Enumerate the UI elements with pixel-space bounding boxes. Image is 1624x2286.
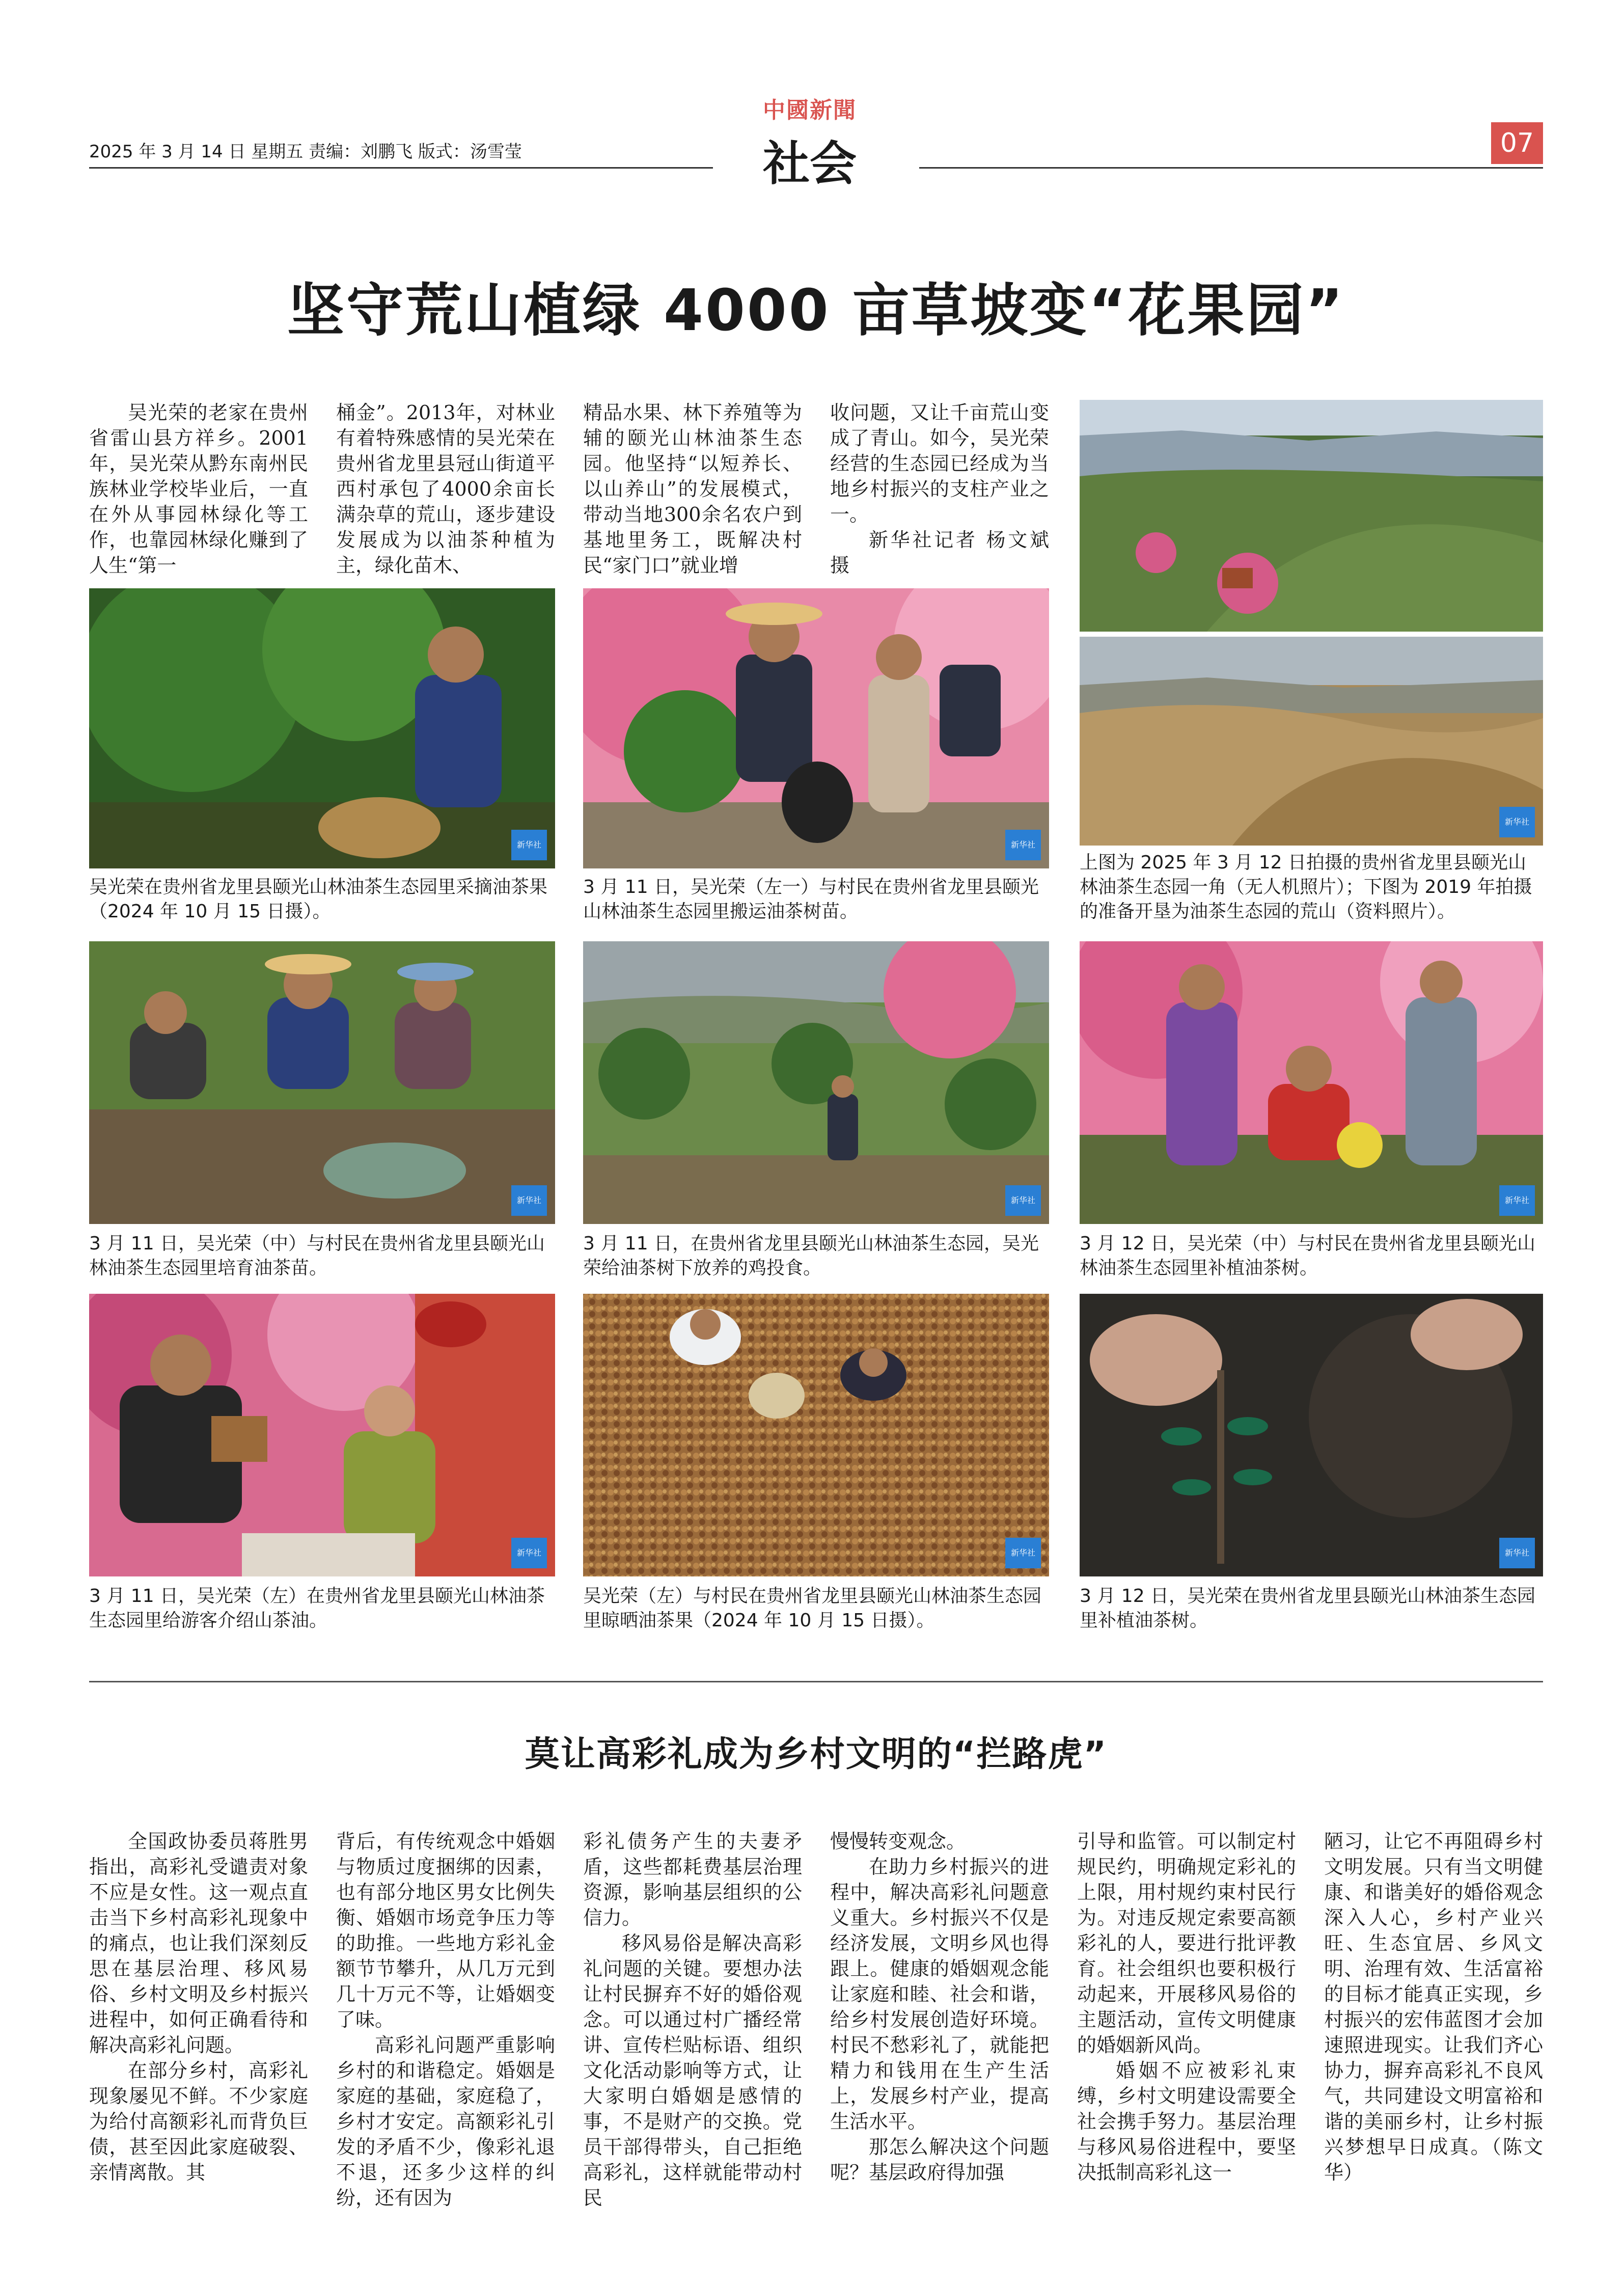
article2-column-2 xyxy=(336,1829,555,2211)
photo-nurturing-seedlings xyxy=(89,941,555,1224)
article2-paragraph: 彩礼债务产生的夫妻矛盾，这些都耗费基层治理资源，影响基层组织的公信力。 xyxy=(583,1830,802,1929)
photo-drying-fruit xyxy=(583,1294,1049,1576)
article2-paragraph: 婚姻不应被彩礼束缚，乡村文明建设需要全社会携手努力。基层治理与移风易俗进程中，要坚决抵制高彩礼这一 xyxy=(1077,2059,1296,2184)
watermark: 新华社 xyxy=(511,1538,547,1568)
watermark: 新华社 xyxy=(1005,1538,1041,1568)
article1-headline: 坚守荒山植绿 4000 亩草坡变“花果园” xyxy=(287,278,1345,344)
photo-aerial-garden-2025 xyxy=(1080,400,1543,632)
article2-paragraph: 慢慢转变观念。 xyxy=(830,1830,966,1853)
article1-column-2 xyxy=(336,400,555,578)
watermark: 新华社 xyxy=(1005,830,1041,860)
photo-planting-closeup xyxy=(1080,1294,1543,1576)
article-divider xyxy=(89,1681,1543,1682)
article2-paragraph: 陋习，让它不再阻碍乡村文明发展。只有当文明健康、和谐美好的婚俗观念深入人心，乡村产业兴旺、生态宜居、乡风文明、治理有效、生活富裕的目标才能真正实现，乡村振兴的宏伟蓝图才会加速照进现实。让我们齐心协力，摒弃高彩礼不良风气，共同建设文明富裕和谐的美丽乡村，让乡村振兴梦想早日成真。（陈文华） xyxy=(1324,1830,1543,2184)
caption-photo-4: 3 月 11 日，吴光荣（中）与村民在贵州省龙里县颐光山林油茶生态园里培育油茶苗。 xyxy=(89,1233,545,1278)
caption-photo-8: 吴光荣（左）与村民在贵州省龙里县颐光山林油茶生态园里晾晒油茶果（2024 年 10 月 15 日摄）。 xyxy=(583,1586,1042,1631)
article2-column-1 xyxy=(89,1829,308,2185)
caption-photo-9: 3 月 12 日，吴光荣在贵州省龙里县颐光山林油茶生态园里补植油茶树。 xyxy=(1080,1586,1536,1631)
newspaper-logo: 中國新聞 xyxy=(763,97,857,123)
article2-headline: 莫让高彩礼成为乡村文明的“拦路虎” xyxy=(525,1734,1108,1775)
article2-paragraph: 在助力乡村振兴的进程中，解决高彩礼问题意义重大。乡村振兴不仅是经济发展，文明乡风也得跟上。健康的婚姻观念能让家庭和睦、社会和谐，给乡村发展创造好环境。村民不愁彩礼了，就能把精力和钱用在生产生活上，发展乡村产业，提高生活水平。 xyxy=(830,1856,1049,2133)
caption-photo-1: 吴光荣在贵州省龙里县颐光山林油茶生态园里采摘油茶果（2024 年 10 月 15 日摄）。 xyxy=(89,877,548,922)
photo-barren-hill-2019 xyxy=(1080,637,1543,846)
article2-column-5 xyxy=(1077,1829,1296,2185)
article2-paragraph: 在部分乡村，高彩礼现象屡见不鲜。不少家庭为给付高额彩礼而背负巨债，甚至因此家庭破裂、亲情离散。其 xyxy=(89,2059,308,2184)
article2-paragraph: 引导和监管。可以制定村规民约，明确规定彩礼的上限，用村规约束村民行为。对违反规定索要高额彩礼的人，要进行批评教育。社会组织也要积极行动起来，开展移风易俗的主题活动，宣传文明健康的婚姻新风尚。 xyxy=(1077,1830,1296,2056)
article2-paragraph: 背后，有传统观念中婚姻与物质过度捆绑的因素，也有部分地区男女比例失衡、婚姻市场竞争压力等的助推。一些地方彩礼金额节节攀升，从几万元到几十万元不等，让婚姻变了味。 xyxy=(336,1830,555,2031)
article2-column-6 xyxy=(1324,1829,1543,2185)
article1-paragraph: 桶金”。2013年，对林业有着特殊感情的吴光荣在贵州省龙里县冠山街道平西村承包了4000余亩长满杂草的荒山，逐步建设发展成为以油茶种植为主，绿化苗木、 xyxy=(336,401,555,577)
photo-picking-fruit xyxy=(89,588,555,868)
watermark: 新华社 xyxy=(1499,1538,1535,1568)
article1-column-1 xyxy=(89,400,308,578)
photo-replanting-trees xyxy=(1080,941,1543,1224)
photo-carrying-seedlings xyxy=(583,588,1049,868)
watermark: 新华社 xyxy=(1499,1185,1535,1216)
article1-column-4 xyxy=(830,400,1049,578)
article2-paragraph: 高彩礼问题严重影响乡村的和谐稳定。婚姻是家庭的基础，家庭稳了，乡村才安定。高额彩礼引发的矛盾不少，像彩礼退不退，还多少这样的纠纷，还有因为 xyxy=(336,2034,555,2209)
article1-paragraph: 吴光荣的老家在贵州省雷山县方祥乡。2001年，吴光荣从黔东南州民族林业学校毕业后，一直在外从事园林绿化等工作，也靠园林绿化赚到了人生“第一 xyxy=(89,401,308,577)
article1-paragraph: 收问题，又让千亩荒山变成了青山。如今，吴光荣经营的生态园已经成为当地乡村振兴的支柱产业之一。 xyxy=(830,401,1049,526)
section-title: 社会 xyxy=(762,137,857,191)
watermark: 新华社 xyxy=(1499,807,1535,837)
caption-photo-7: 3 月 11 日，吴光荣（左）在贵州省龙里县颐光山林油茶生态园里给游客介绍山茶油。 xyxy=(89,1586,545,1631)
header-rule-right xyxy=(919,167,1543,169)
article1-paragraph: 精品水果、林下养殖等为辅的颐光山林油茶生态园。他坚持“以短养长、以山养山”的发展模式，带动当地300余名农户到基地里务工，既解决村民“家门口”就业增 xyxy=(583,401,802,577)
header-rule-left xyxy=(89,167,713,169)
watermark: 新华社 xyxy=(511,830,547,860)
caption-photo-2: 3 月 11 日，吴光荣（左一）与村民在贵州省龙里县颐光山林油茶生态园里搬运油茶树苗。 xyxy=(583,877,1039,922)
watermark: 新华社 xyxy=(1005,1185,1041,1216)
watermark: 新华社 xyxy=(511,1185,547,1216)
article2-paragraph: 那怎么解决这个问题呢？基层政府得加强 xyxy=(830,2136,1049,2184)
article2-column-4 xyxy=(830,1829,1049,2185)
photo-credit: 新华社记者 杨文斌 摄 xyxy=(830,529,1049,577)
article2-paragraph: 全国政协委员蒋胜男指出，高彩礼受谴责对象不应是女性。这一观点直击当下乡村高彩礼现象中的痛点，也让我们深刻反思在基层治理、移风易俗、乡村文明及乡村振兴进程中，如何正确看待和解决高彩礼问题。 xyxy=(89,1830,308,2056)
page-number: 07 xyxy=(1491,122,1543,164)
photo-introducing-tea-oil xyxy=(89,1294,555,1576)
article2-paragraph: 移风易俗是解决高彩礼问题的关键。要想办法让村民摒弃不好的婚俗观念。可以通过村广播经常讲、宣传栏贴标语、组织文化活动影响等方式，让大家明白婚姻是感情的事，不是财产的交换。党员干部得带头，自己拒绝高彩礼，这样就能带动村民 xyxy=(583,1932,802,2209)
caption-photo-3: 上图为 2025 年 3 月 12 日拍摄的贵州省龙里县颐光山林油茶生态园一角（无人机照片）；下图为 2019 年拍摄的准备开垦为油茶生态园的荒山（资料照片）。 xyxy=(1080,852,1532,922)
photo-feeding-chickens xyxy=(583,941,1049,1224)
caption-photo-6: 3 月 12 日，吴光荣（中）与村民在贵州省龙里县颐光山林油茶生态园里补植油茶树。 xyxy=(1080,1233,1536,1278)
date-line: 2025 年 3 月 14 日 星期五 责编：刘鹏飞 版式：汤雪莹 xyxy=(89,142,522,162)
article1-column-3 xyxy=(583,400,802,578)
caption-photo-5: 3 月 11 日，在贵州省龙里县颐光山林油茶生态园，吴光荣给油茶树下放养的鸡投食。 xyxy=(583,1233,1039,1278)
article2-column-3 xyxy=(583,1829,802,2211)
